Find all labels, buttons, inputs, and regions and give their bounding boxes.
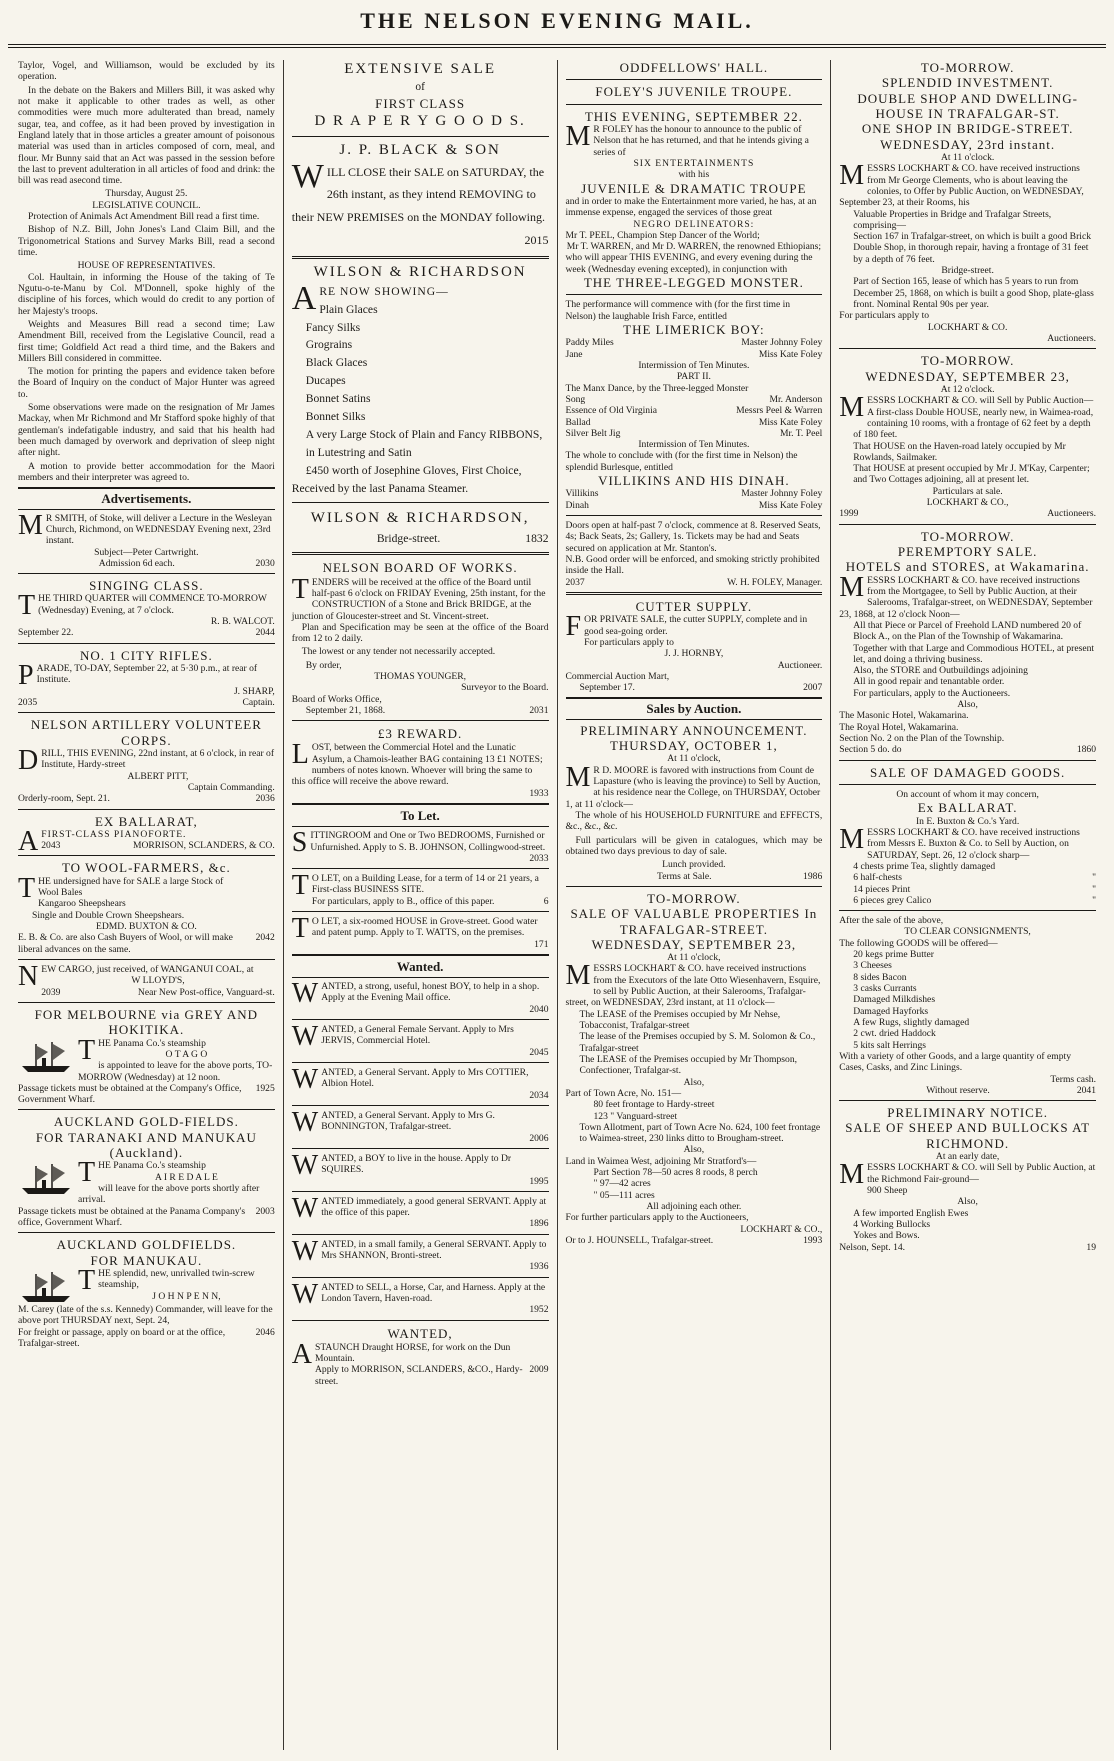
ad-wanted: WANTED, a General Servant. Apply to Mrs COTTIER, Albion Hotel. 2034 bbox=[291, 1064, 549, 1101]
sales-by-auction-heading: Sales by Auction. bbox=[566, 697, 823, 719]
ad-lockhart-houses: MESSRS LOCKHART & CO. will Sell by Public Auction— A first-class Double HOUSE, nearly new, in Waimea-road, containing 10 rooms, with a frontage of 62 feet by a depth of 180 feet. That HOUSE on the Haven-road lately occupied by Mr Rowlands, Sailmaker. That HOUSE at present occupied by Mr J. M'Kay, Carpenter; and Two Cottages adjoining, all at present let. Particulars at sale. LOCKHART & CO., 1999 Auctioneers. bbox=[839, 392, 1096, 520]
ad-heading: WEDNESDAY, SEPTEMBER 23, bbox=[865, 368, 1070, 384]
column-1 bbox=[10, 60, 283, 1750]
news-para: Bishop of N.Z. Bill, John Jones's Land Claim Bill, and the Trigonometrical Stations and Survey Marks Bill, read a second time. bbox=[18, 224, 275, 258]
ad-heading: NELSON BOARD OF WORKS. bbox=[322, 560, 518, 576]
ad-heading: Ex BALLARAT. bbox=[917, 800, 1018, 816]
advertisements-heading: Advertisements. bbox=[18, 487, 275, 509]
news-para: The motion for printing the papers and evidence taken before the Board of Inquiry on the conduct of Major Hunter was agreed to. bbox=[18, 366, 275, 400]
ad-heading: SPLENDID INVESTMENT. bbox=[881, 75, 1054, 91]
ad-wanted-horse: ASTAUNCH Draught HORSE, for work on the Dun Mountain. Apply to MORRISON, SCLANDERS, &CO., Hardy-street. 2009 bbox=[291, 1338, 549, 1387]
ad-black-son: WILL CLOSE their SALE on SATURDAY, the 26th instant, as they intend REMOVING to their NEW PREMISES on the MONDAY following. 2015 bbox=[291, 157, 549, 247]
ad-text: On account of whom it may concern, bbox=[896, 789, 1039, 800]
ad-wanted: WANTED, in a small family, a General SERVANT. Apply to Mrs SHANNON, Bronti-street. 1936 bbox=[291, 1235, 549, 1273]
ad-lockhart-clements: MESSRS LOCKHART & CO. have received instructions from Mr George Clements, who is about leaving the colonies, to Offer by Public Auction, on WEDNESDAY, September 23, at their Rooms, his Valuable Properties in Bridge and Trafalgar Streets, comprising— Section 167 in Trafalgar-street, on which is built a good Brick Double Shop, in thorough repair, having a frontage of 31 feet by a depth of 76 feet. Bridge-street. Part of Section 165, lease of which has 5 years to run from December 25, 1868, on which is built a good Shop, plate-glass front. Nominal Rental 90s per year. For particulars apply to LOCKHART & CO. Auctioneers. bbox=[839, 160, 1096, 344]
ad-heading: THIS EVENING, SEPTEMBER 22. bbox=[584, 108, 803, 124]
ad-artillery: DRILL, THIS EVENING, 22nd instant, at 6 o'clock, in rear of Institute, Hardy-street ALBERT PITT, Captain Commanding. Orderly-room, Sept. 21. 2036 bbox=[18, 744, 275, 805]
ad-heading: WEDNESDAY, 23rd instant. bbox=[880, 136, 1056, 152]
ad-wool: THE undersigned have for SALE a large Stock of Wool Bales Kangaroo Sheepshears Single and Double Crown Sheepshears. EDMD. BUXTON & CO. E. B. & Co. are also Cash Buyers of Wool, or will make liberal advances on the same. 2042 bbox=[18, 872, 275, 955]
ad-heading: SALE OF VALUABLE PROPERTIES In TRAFALGAR-STREET. bbox=[570, 906, 818, 937]
news-para: A motion to provide better accommodation for the Maori members and their interpreter was agreed to. bbox=[18, 460, 275, 483]
ad-to-let: T O LET, on a Building Lease, for a term of 14 or 21 years, a First-class BUSINESS SITE. For particulars, apply to B., office of this paper. 6 bbox=[291, 870, 549, 907]
ad-smith: M R SMITH, of Stoke, will deliver a Lecture in the Wesleyan Church, Richmond, on WEDNESDAY Evening next, 23rd instant. Subject—Peter Cartwright. Admission 6d each. 2030 bbox=[18, 509, 275, 569]
ad-heading: WEDNESDAY, SEPTEMBER 23, bbox=[591, 936, 797, 952]
ad-heading: ODDFELLOWS' HALL. bbox=[619, 60, 769, 75]
ad-text: At an early date, bbox=[935, 1151, 1000, 1163]
ad-text: At 11 o'clock. bbox=[940, 151, 995, 163]
ad-heading: WANTED, bbox=[387, 1325, 453, 1341]
news-para: Protection of Animals Act Amendment Bill read a first time. bbox=[28, 211, 260, 223]
ad-heading: AUCKLAND GOLDFIELDS. bbox=[56, 1237, 237, 1253]
ad-wanted: WANTED, a BOY to live in the house. Apply to Dr SQUIRES. 1995 bbox=[291, 1149, 549, 1187]
news-para: Weights and Measures Bill read a second time; Law Amendment Bill, received from the Legislative Council, read a first time; Goldfield Act read a third time, and the Bakers and Millers Bill considered in committee. bbox=[18, 318, 275, 364]
ad-text: At 11 o'clock, bbox=[667, 753, 721, 765]
ad-lockhart-damaged: MESSRS LOCKHART & CO. have received instructions from Messrs E. Buxton & Co. to Sell by Auction, on SATURDAY, Sept. 26, 12 o'clock sharp— 4 chests prime Tea, slightly damaged 6 half-chests " 14 pieces Print " 6 pieces grey Calico " After the sale of the above, TO CLEAR CONSIGNMENTS, The following GOODS will be offered— 20 kegs prime Butter 3 Cheeses 8 sides Bacon 3 casks Currants Damaged Milkdishes Damaged Hayforks A few Rugs, slightly damaged 2 cwt. dried Haddock 5 kits salt Herrings With a variety of other Goods, and a large quantity of empty Cases, Casks, and Zinc Linings. Terms cash. Without reserve. 2041 bbox=[839, 823, 1096, 1096]
ad-text: At 12 o'clock. bbox=[940, 383, 995, 395]
ad-heading: TO-MORROW. bbox=[920, 60, 1015, 75]
news-para: Col. Haultain, in informing the House of the taking of Te Ngutu-o-te-Manu by Col. M'Donnell, spoke highly of the discipline of his forces, which would do credit to any portion of her Majesty's troops. bbox=[18, 271, 275, 317]
ad-otago: THE Panama Co.'s steamship O T A G O is appointed to leave for the above ports, TO-MORROW (Wednesday) at 12 noon. Passage tickets must be obtained at the Company's Office, Government Wharf. 1925 bbox=[18, 1034, 275, 1106]
news-date: Thursday, August 25. bbox=[105, 188, 188, 200]
ad-heading: SALE OF DAMAGED GOODS. bbox=[869, 764, 1066, 780]
ad-to-let: T O LET, a six-roomed HOUSE in Grove-street. Good water and patent pump. Apply to T. WATTS, on the premises. 171 bbox=[291, 913, 549, 950]
ad-john-penn: THE splendid, new, unrivalled twin-screw steamship, J O H N P E N N, M. Carey (late of the s.s. Kennedy) Commander, will leave for the above port THURSDAY next, Sept. 24, For freight or passage, apply on board or at the office, Trafalgar-street. 2046 bbox=[18, 1264, 275, 1349]
ad-heading: PRELIMINARY ANNOUNCEMENT. bbox=[580, 722, 808, 738]
masthead: THE NELSON EVENING MAIL. bbox=[360, 8, 754, 33]
ad-reward: LOST, between the Commercial Hotel and the Lunatic Asylum, a Chamois-leather BAG containing 13 £1 NOTES; numbers of notes known. Whoever will bring the same to this office will receive the above reward. 1933 bbox=[291, 739, 549, 799]
ad-heading: TO-MORROW. bbox=[920, 353, 1015, 369]
wanted-heading: Wanted. bbox=[292, 954, 549, 978]
section-heading: LEGISLATIVE COUNCIL. bbox=[92, 199, 201, 211]
ad-heading: PRELIMINARY NOTICE. bbox=[887, 1105, 1049, 1121]
masthead-rule bbox=[8, 44, 1106, 48]
ad-heading: EX BALLARAT, bbox=[94, 813, 198, 829]
ad-coal: NEW CARGO, just received, of WANGANUI COAL, at W LLOYD'S, 2039 Near New Post-office, Vanguard-st. bbox=[18, 960, 275, 998]
ad-wanted: WANTED immediately, a good general SERVANT. Apply at the office of this paper. 1896 bbox=[291, 1192, 549, 1230]
ad-wanted: WANTED to SELL, a Horse, Car, and Harness. Apply at the London Tavern, Haven-road. 1952 bbox=[291, 1278, 549, 1316]
column-2 bbox=[283, 60, 557, 1750]
ad-heading: NELSON ARTILLERY VOLUNTEER CORPS. bbox=[30, 717, 262, 748]
news-para: Some observations were made on the resignation of Mr James Mackay, when Mr Richmond and Mr Stafford spoke highly of that gentleman's indefatigable industry, and said that his health had been much damaged by overwork and deprivation of sleep night after night. bbox=[18, 402, 275, 459]
ad-title: WILSON & RICHARDSON bbox=[313, 263, 527, 280]
news-para: In the debate on the Bakers and Millers Bill, it was asked why not make it applicable to other trades as well, as other commodities were much more adulterated than bread, namely sugar, tea, and coffee, as it had been proved by investigation in England lately that in those articles a greater amount of poisonous material was used than in articles composed of corn, meal, and flour. Mr Bunny said that an Act was passed in the session before the last to prevent adulteration in all articles of food and drink: the bill was read asecond time. bbox=[18, 84, 275, 187]
ad-title: EXTENSIVE SALE bbox=[344, 61, 496, 77]
ad-rifles: PARADE, TO-DAY, September 22, at 5·30 p.m., at rear of Institute. J. SHARP, 2035 Captain. bbox=[18, 660, 275, 708]
ad-heading: AUCKLAND GOLD-FIELDS. bbox=[53, 1114, 239, 1130]
ad-heading: TO-MORROW. bbox=[647, 890, 741, 906]
ad-heading: THURSDAY, OCTOBER 1, bbox=[609, 738, 778, 754]
ad-wanted: WANTED, a General Servant. Apply to Mrs G. BONNINGTON, Trafalgar-street. 2006 bbox=[291, 1106, 549, 1144]
ad-title: D R A P E R Y G O O D S. bbox=[314, 113, 526, 129]
ad-wanted: WANTED, a General Female Servant. Apply to Mrs JERVIS, Commercial Hotel. 2045 bbox=[291, 1021, 549, 1058]
ad-heading: PEREMPTORY SALE. bbox=[897, 544, 1038, 560]
ad-heading: SINGING CLASS. bbox=[89, 578, 204, 594]
ad-airedale: THE Panama Co.'s steamship A I R E D A L E will leave for the above ports shortly after arrival. Passage tickets must be obtained at the Panama Company's office, Government Wharf. 2003 bbox=[18, 1157, 275, 1228]
section-heading: HOUSE OF REPRESENTATIVES. bbox=[77, 260, 216, 272]
ad-text: In E. Buxton & Co.'s Yard. bbox=[915, 815, 1020, 827]
ad-heading: DOUBLE SHOP AND DWELLING-HOUSE IN TRAFALGAR-ST. bbox=[857, 90, 1078, 121]
ad-cutter: FOR PRIVATE SALE, the cutter SUPPLY, complete and in good sea-going order. For particulars apply to J. J. HORNBY, Auctioneer. Commercial Auction Mart, September 17. 2007 bbox=[565, 611, 823, 694]
ad-heading: HOTELS and STORES, at Wakamarina. bbox=[845, 559, 1090, 575]
ad-heading: TO WOOL-FARMERS, &c. bbox=[61, 860, 231, 876]
ship-icon bbox=[18, 1270, 74, 1304]
column-3 bbox=[557, 60, 831, 1750]
ad-heading: SALE OF SHEEP AND BULLOCKS AT RICHMOND. bbox=[845, 1120, 1091, 1151]
ad-heading: FOLEY'S JUVENILE TROUPE. bbox=[595, 84, 793, 100]
ad-moore: M R D. MOORE is favored with instructions from Count de Lapasture (who is leaving the province) to Sell by Auction, at his residence near the College, on THURSDAY, October 1, at 11 o'clock— The whole of his HOUSEHOLD FURNITURE and EFFECTS, &c., &c., &c. Full particulars will be given in catalogues, which may be obtained two days previous to day of sale. Lunch provided. Terms at Sale. 1986 bbox=[565, 761, 823, 882]
ad-board-of-works: TENDERS will be received at the office of the Board until half-past 6 o'clock on FRIDAY Evening, 25th instant, for the CONSTRUCTION of a Stone and Brick BRIDGE, at the junction of Gloucester-street and St. Vincent-street. Plan and Specification may be seen at the office of the Board from 12 to 2 daily. The lowest or any tender not necessarily accepted. By order, THOMAS YOUNGER, Surveyor to the Board. Board of Works Office, September 21, 1868. 2031 bbox=[291, 573, 549, 717]
ad-foley-troupe: M R FOLEY has the honour to announce to the public of Nelson that he has returned, and that he intends giving a series of SIX ENTERTAINMENTS with his JUVENILE & DRAMATIC TROUPE and in order to make the Entertainment more varied, he has, at an immense expense, engaged the services of those great NEGRO DELINEATORS: Mr T. PEEL, Champion Step Dancer of the World; Mr T. WARREN, and Mr D. WARREN, the renowned Ethiopians; who will appear THIS EVENING, and every evening during the week (Wednesday evening excepted), in conjunction with THE THREE-LEGGED MONSTER. The performance will commence with (for the first time in Nelson) the laughable Irish Farce, entitled THE LIMERICK BOY: Paddy Miles Master Johnny Foley Jane Miss Kate Foley Intermission of Ten Minutes. PART II. The Manx Dance, by the Three-legged Monster Song Mr. Anderson Essence of Old Virginia Messrs Peel & Warren Ballad Miss Kate Foley Silver Belt Jig Mr. T. Peel Intermission of Ten Minutes. The whole to conclude with (for the first time in Nelson) the splendid Burlesque, entitled VILLIKINS AND HIS DINAH. Villikins Master Johnny Foley Dinah Miss Kate Foley Doors open at half-past 7 o'clock, commence at 8. Reserved Seats, 4s; Back Seats, 2s; Gallery, 1s. Tickets may be had and Seats secured on application at Mr. Stanton's. N.B. Good order will be enforced, and smoking strictly prohibited inside the Hall. 2037 W. H. FOLEY, Manager. bbox=[565, 120, 823, 588]
ad-heading: ONE SHOP IN BRIDGE-STREET. bbox=[861, 121, 1074, 137]
ad-wanted: WANTED, a strong, useful, honest BOY, to help in a shop. Apply at the Evening Mail office. 2040 bbox=[291, 978, 549, 1015]
ad-title: J. P. BLACK & SON bbox=[339, 141, 501, 158]
ad-to-let: SITTINGROOM and One or Two BEDROOMS, Furnished or Unfurnished. Apply to S. B. JOHNSON, Collingwood-street. 2033 bbox=[291, 827, 549, 864]
ad-heading: £3 REWARD. bbox=[377, 726, 463, 742]
ad-lockhart-wakamarina: MESSRS LOCKHART & CO. have received instructions from the Mortgagee, to Sell by Public Auction, at their Salerooms, Trafalgar-street, on WEDNESDAY, September 23, 1868, at 12 o'clock Noon— All that Piece or Parcel of Freehold LAND numbered 20 of Block A., on the Plan of the Township of Wakamarina. Together with that Large and Commodious HOTEL, at present let, and doing a thriving business. Also, the STORE and Outbuildings adjoining All in good repair and tenantable order. For particulars, apply to the Auctioneers. Also, The Masonic Hotel, Wakamarina. The Royal Hotel, Wakamarina. Section No. 2 on the Plan of the Township. Section 5 do. do 1860 bbox=[839, 571, 1096, 756]
ad-heading: TO-MORROW. bbox=[920, 528, 1015, 544]
ad-text: of bbox=[415, 80, 425, 93]
ad-singing: THE THIRD QUARTER will COMMENCE TO-MORROW (Wednesday) Evening, at 7 o'clock. R. B. WALCOT. September 22. 2044 bbox=[18, 590, 275, 639]
news-para: Taylor, Vogel, and Williamson, would be excluded by its operation. bbox=[18, 60, 275, 83]
ad-heading: CUTTER SUPPLY. bbox=[635, 598, 753, 614]
column-4 bbox=[830, 60, 1104, 1750]
ad-heading: FOR TARANAKI AND MANUKAU (Auckland). bbox=[35, 1129, 257, 1161]
ad-lockhart-trafalgar: MESSRS LOCKHART & CO. have received instructions from the Executors of the late Otto Wiesenhavern, Esquire, to sell by Public Auction, at their Salerooms, Trafalgar-street, on WEDNESDAY, 23rd instant, at 11 o'clock— The LEASE of the Premises occupied by Mr Nehse, Tobacconist, Trafalgar-street The lease of the Premises occupied by S. M. Solomon & Co., Trafalgar-street The LEASE of the Premises occupied by Mr Thompson, Confectioner, Trafalgar-st. Also, Part of Town Acre, No. 151— 80 feet frontage to Hardy-street 123 " Vanguard-street Town Allotment, part of Town Acre No. 624, 100 feet frontage to Waimea-street, 230 links ditto to Brougham-street. Also, Land in Waimea West, adjoining Mr Stratford's— Part Section 78—50 acres 8 roods, 8 perch " 97—42 acres " 05—111 acres All adjoining each other. For further particulars apply to the Auctioneers, LOCKHART & CO., Or to J. HOUNSELL, Trafalgar-street. 1993 bbox=[565, 960, 823, 1246]
ad-wilson-richardson: ARE NOW SHOWING— Plain Glaces Fancy Silks Grograins Black Glaces Ducapes Bonnet Satins Bonnet Silks A very Large Stock of Plain and Fancy RIBBONS, in Lutestring and Satin £450 worth of Josephine Gloves, First Choice, Received by the last Panama Steamer. WILSON & RICHARDSON, Bridge-street. 1832 bbox=[291, 279, 549, 546]
ad-heading: FOR MANUKAU. bbox=[90, 1252, 203, 1268]
ad-heading: NO. 1 CITY RIFLES. bbox=[80, 647, 213, 663]
page-columns bbox=[10, 60, 1104, 1750]
to-let-heading: To Let. bbox=[292, 803, 549, 827]
ad-text: At 11 o'clock, bbox=[667, 952, 721, 964]
ad-text: FIRST CLASS bbox=[375, 95, 466, 111]
ad-lockhart-sheep: MESSRS LOCKHART & CO. will Sell by Public Auction, at the Richmond Fair-ground— 900 Sheep Also, A few imported English Ewes 4 Working Bullocks Yokes and Bows. Nelson, Sept. 14. 19 bbox=[839, 1159, 1096, 1253]
ship-icon bbox=[18, 1040, 74, 1074]
ad-pianoforte: AFIRST-CLASS PIANOFORTE. 2043 MORRISON, SCLANDERS, & CO. bbox=[18, 825, 275, 857]
ship-icon bbox=[18, 1162, 74, 1196]
ad-heading: FOR MELBOURNE via GREY AND HOKITIKA. bbox=[34, 1006, 259, 1038]
